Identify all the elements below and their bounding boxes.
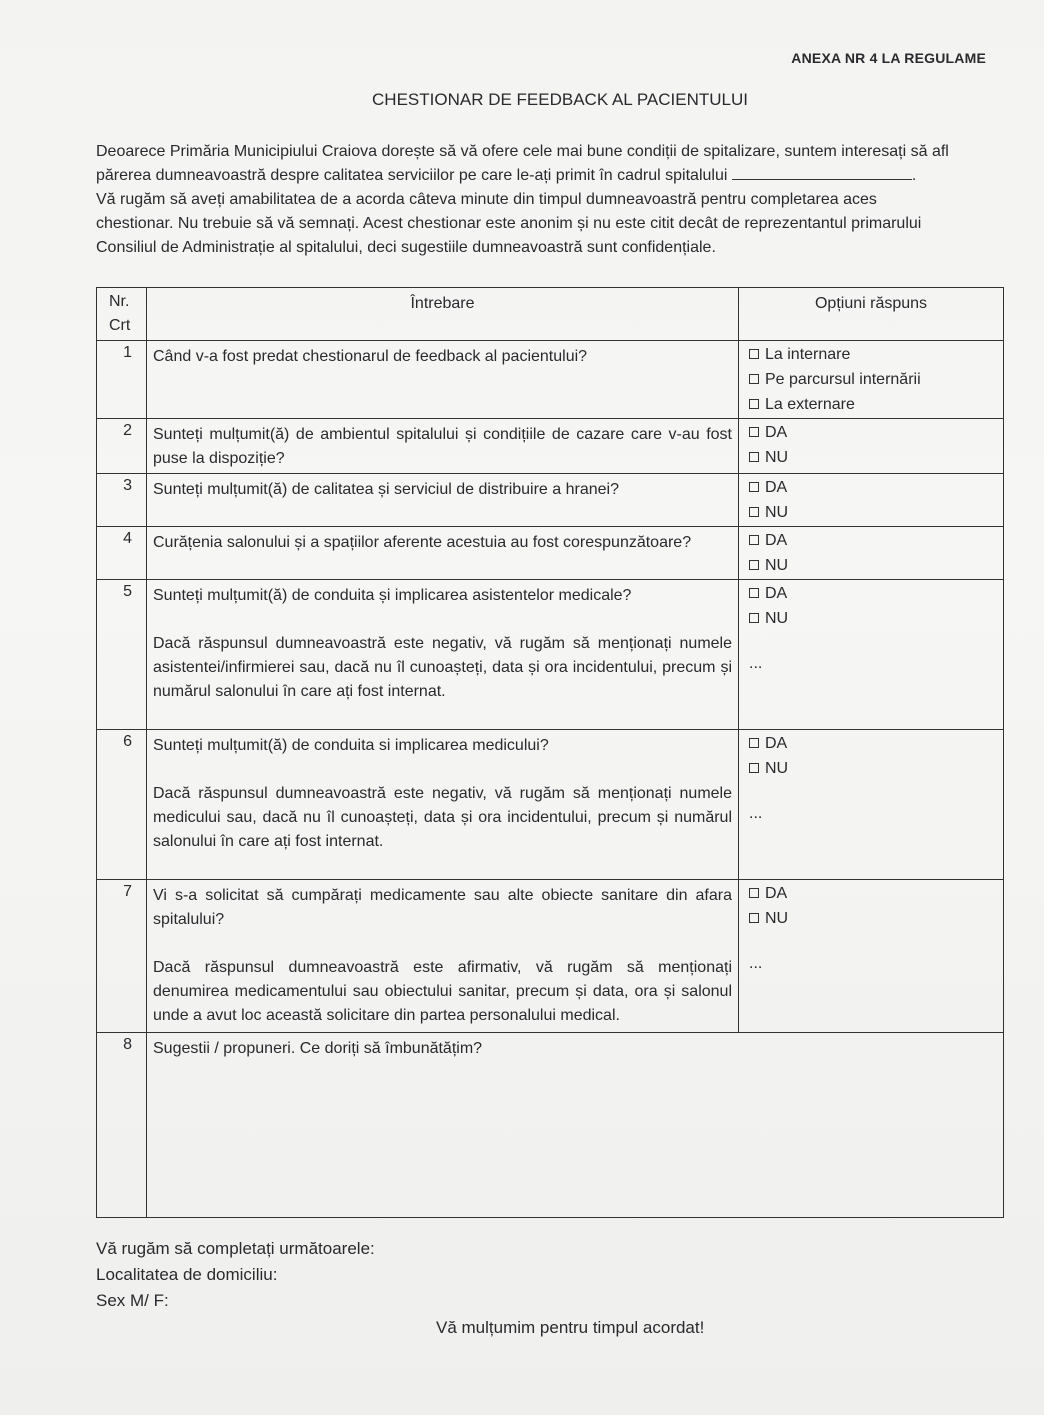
intro-paragraph xyxy=(96,140,992,260)
intro-line: chestionar. Nu trebuie să vă semnați. Acest chestionar este anonim și nu este citit decât de reprezentantul primarului xyxy=(96,215,922,232)
option[interactable] xyxy=(749,732,995,757)
option-label: NU xyxy=(765,910,789,927)
option[interactable] xyxy=(749,343,995,368)
table-row xyxy=(97,880,1004,1033)
answer-options xyxy=(739,341,1004,419)
fill-in-blank xyxy=(732,165,912,180)
intro-line: Deoarece Primăria Municipiului Craiova dorește să vă ofere cele mai bune condiții de spitalizare, suntem interesați să afl xyxy=(96,143,949,160)
row-number: 7 xyxy=(97,880,147,1033)
option[interactable] xyxy=(749,757,995,782)
checkbox-icon[interactable] xyxy=(749,427,759,437)
table-row xyxy=(97,1033,1004,1218)
intro-line: părerea dumneavoastră despre calitatea serviciilor pe care le-ați primit în cadrul spitalului . xyxy=(96,167,917,184)
option[interactable] xyxy=(749,882,995,907)
option[interactable] xyxy=(749,554,995,579)
row-number: 2 xyxy=(97,419,147,474)
question-text: Curățenia salonului și a spațiilor aferente acestuia au fost corespunzătoare? xyxy=(147,527,739,580)
checkbox-icon[interactable] xyxy=(749,763,759,773)
checkbox-icon[interactable] xyxy=(749,452,759,462)
row-number: 1 xyxy=(97,341,147,419)
option-label: DA xyxy=(765,532,788,549)
header-question: Întrebare xyxy=(147,288,739,341)
option-label: La internare xyxy=(765,346,851,363)
question-cell xyxy=(147,730,739,880)
footer-instruction: Vă rugăm să completați următoarele: xyxy=(96,1239,375,1258)
checkbox-icon[interactable] xyxy=(749,535,759,545)
option-label: La externare xyxy=(765,396,855,413)
header-nr: Nr. Crt xyxy=(97,288,147,341)
checkbox-icon[interactable] xyxy=(749,399,759,409)
answer-options xyxy=(739,880,1004,1033)
checkbox-icon[interactable] xyxy=(749,374,759,384)
answer-options xyxy=(739,474,1004,527)
answer-ellipsis[interactable]: ... xyxy=(749,655,763,672)
option[interactable] xyxy=(749,529,995,554)
intro-line: Vă rugăm să aveți amabilitatea de a acorda câteva minute din timpul dumneavoastră pentru completarea aces xyxy=(96,191,877,208)
checkbox-icon[interactable] xyxy=(749,613,759,623)
sex-field[interactable]: Sex M/ F: xyxy=(96,1291,169,1310)
checkbox-icon[interactable] xyxy=(749,888,759,898)
table-row xyxy=(97,730,1004,880)
option-label: DA xyxy=(765,585,788,602)
checkbox-icon[interactable] xyxy=(749,482,759,492)
option[interactable] xyxy=(749,501,995,526)
option-label: NU xyxy=(765,504,789,521)
answer-options xyxy=(739,730,1004,880)
question-text: Sunteți mulțumit(ă) de calitatea și serviciul de distribuire a hranei? xyxy=(147,474,739,527)
answer-options xyxy=(739,580,1004,730)
answer-ellipsis[interactable]: ... xyxy=(749,955,763,972)
row-number: 3 xyxy=(97,474,147,527)
option[interactable] xyxy=(749,607,995,632)
checkbox-icon[interactable] xyxy=(749,349,759,359)
option-label: DA xyxy=(765,479,788,496)
table-row xyxy=(97,580,1004,730)
option[interactable] xyxy=(749,907,995,932)
question-cell xyxy=(147,880,739,1033)
row-number: 5 xyxy=(97,580,147,730)
annex-label: ANEXA NR 4 LA REGULAME xyxy=(791,50,986,66)
option[interactable] xyxy=(749,368,995,393)
question-text: Sugestii / propuneri. Ce doriți să îmbunătățim? xyxy=(153,1040,483,1057)
intro-line: Consiliul de Administrație al spitalului, deci sugestiile dumneavoastră sunt confidențiale. xyxy=(96,239,716,256)
footer-fields xyxy=(96,1236,375,1314)
option-label: NU xyxy=(765,449,789,466)
answer-options xyxy=(739,419,1004,474)
option[interactable] xyxy=(749,393,995,418)
thank-you-text: Vă mulțumim pentru timpul acordat! xyxy=(436,1318,705,1337)
table-row xyxy=(97,419,1004,474)
option-label: Pe parcursul internării xyxy=(765,371,921,388)
answer-ellipsis[interactable]: ... xyxy=(749,805,763,822)
option-label: NU xyxy=(765,557,789,574)
header-options: Opțiuni răspuns xyxy=(739,288,1004,341)
checkbox-icon[interactable] xyxy=(749,913,759,923)
question-text: Vi s-a solicitat să cumpărați medicamente sau alte obiecte sanitare din afara spitalului? xyxy=(153,887,732,928)
option[interactable] xyxy=(749,446,995,471)
option[interactable] xyxy=(749,421,995,446)
option-label: NU xyxy=(765,610,789,627)
option-label: DA xyxy=(765,885,788,902)
option-label: DA xyxy=(765,424,788,441)
table-row xyxy=(97,527,1004,580)
option-label: DA xyxy=(765,735,788,752)
option[interactable] xyxy=(749,582,995,607)
question-text: Sunteți mulțumit(ă) de ambientul spitalului și condițiile de cazare care v-au fost puse la dispoziție? xyxy=(147,419,739,474)
suggestions-cell[interactable] xyxy=(147,1033,1004,1218)
intro-text: părerea dumneavoastră despre calitatea serviciilor pe care le-ați primit în cadrul spitalului xyxy=(96,167,728,184)
locality-field[interactable]: Localitatea de domiciliu: xyxy=(96,1265,278,1284)
checkbox-icon[interactable] xyxy=(749,560,759,570)
row-number: 4 xyxy=(97,527,147,580)
option[interactable] xyxy=(749,476,995,501)
table-row xyxy=(97,341,1004,419)
question-cell xyxy=(147,580,739,730)
table-row xyxy=(97,474,1004,527)
row-number: 6 xyxy=(97,730,147,880)
questionnaire-table xyxy=(96,287,1004,1218)
checkbox-icon[interactable] xyxy=(749,588,759,598)
checkbox-icon[interactable] xyxy=(749,507,759,517)
followup-text: Dacă răspunsul dumneavoastră este afirmativ, vă rugăm să menționați denumirea medicamentului sau obiectului sanitar, precum și data, ora și salonul unde a avut loc această solicitare din partea personalului medical. xyxy=(153,959,732,1024)
question-text: Sunteți mulțumit(ă) de conduita și implicarea asistentelor medicale? xyxy=(153,587,632,604)
row-number: 8 xyxy=(97,1033,147,1218)
followup-text: Dacă răspunsul dumneavoastră este negativ, vă rugăm să menționați numele medicului sau, dacă nu îl cunoașteți, data și ora incidentului, precum și numărul salonului în care ați fost internat. xyxy=(153,785,732,850)
page-title: CHESTIONAR DE FEEDBACK AL PACIENTULUI xyxy=(372,90,748,109)
followup-text: Dacă răspunsul dumneavoastră este negativ, vă rugăm să menționați numele asistentei/infirmierei sau, dacă nu îl cunoașteți, data și ora incidentului, precum și numărul salonului în care ați fost internat. xyxy=(153,635,732,700)
checkbox-icon[interactable] xyxy=(749,738,759,748)
question-text: Sunteți mulțumit(ă) de conduita si implicarea medicului? xyxy=(153,737,549,754)
question-text: Când v-a fost predat chestionarul de feedback al pacientului? xyxy=(147,341,739,419)
answer-options xyxy=(739,527,1004,580)
table-header-row xyxy=(97,288,1004,341)
option-label: NU xyxy=(765,760,789,777)
